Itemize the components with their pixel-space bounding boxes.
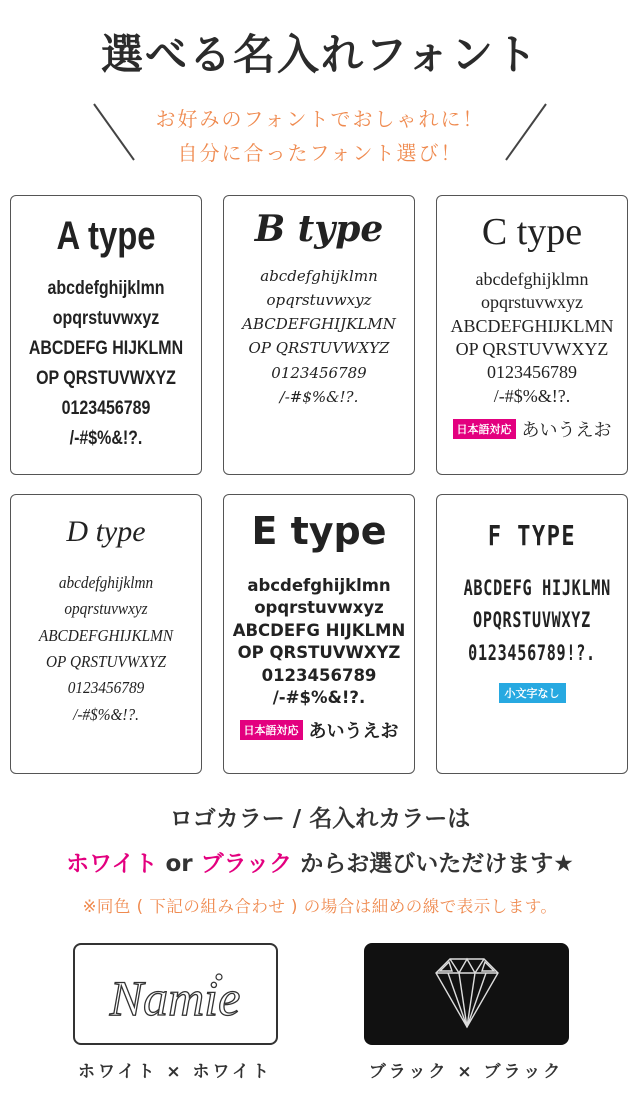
black-option-text: ブラック — [200, 851, 293, 877]
font-type-name: F TYPE — [487, 519, 577, 552]
diamond-icon — [364, 943, 569, 1045]
sample-line: ABCDEFGHIJKLMN — [38, 625, 174, 645]
label-black-black: ブラック × ブラック — [368, 1062, 564, 1082]
sample-line: abcdefghijklmn — [58, 573, 154, 592]
font-card-f — [436, 494, 628, 774]
japanese-sample: あいうえお — [521, 420, 612, 441]
subtitle-line-1: お好みのフォントでおしゃれに！ — [155, 107, 485, 131]
japanese-support-row — [437, 416, 627, 442]
sample-line: ABCDEFG HIJKLMN — [463, 575, 611, 600]
japanese-support-row — [224, 717, 414, 743]
sample-line: /-#$%&!?. — [279, 388, 359, 407]
sample-line: ABCDEFGHIJKLMN — [450, 315, 614, 336]
color-options-line — [0, 845, 640, 878]
sample-line: OPQRSTUVWXYZ — [473, 608, 591, 633]
sample-line: OP QRSTUVWXYZ — [45, 652, 167, 672]
font-card-a — [10, 195, 202, 475]
sample-line: abcdefghijklmn — [47, 278, 165, 299]
sample-line: /-#$%&!?. — [73, 704, 139, 724]
sample-line: opqrstuvwxyz — [254, 598, 384, 618]
sample-line: OP QRSTUVWXYZ — [237, 643, 401, 663]
sample-line: 0123456789 — [487, 362, 577, 383]
script-name-text: Namie — [109, 970, 241, 1026]
sample-line: 0123456789!?. — [468, 640, 596, 665]
sample-line: 0123456789 — [67, 678, 145, 698]
sample-line: ABCDEFG HIJKLMN — [28, 338, 184, 360]
sample-line: OP QRSTUVWXYZ — [248, 339, 390, 358]
label-white-white: ホワイト × ホワイト — [77, 1062, 273, 1082]
sample-line: opqrstuvwxyz — [52, 308, 160, 330]
same-color-note: ※同色 ( 下記の組み合わせ ) の場合は細めの線で表示します。 — [82, 897, 558, 916]
sample-line: 0123456789 — [271, 363, 367, 382]
sample-line: opqrstuvwxyz — [481, 292, 583, 313]
black-on-black-sample — [364, 943, 569, 1045]
subtitle-line-2: 自分に合ったフォント選び！ — [177, 141, 463, 165]
sample-line: opqrstuvwxyz — [266, 290, 372, 309]
color-heading: ロゴカラー / 名入れカラーは — [169, 806, 471, 832]
font-card-c — [436, 195, 628, 475]
sample-line: abcdefghijklmn — [260, 266, 378, 285]
sample-line: /-#$%&!?. — [69, 428, 143, 450]
font-type-name: A type — [56, 214, 156, 258]
white-option-text: ホワイト — [66, 851, 158, 877]
page-title: 選べる名入れフォント — [101, 30, 539, 79]
japanese-support-badge: 日本語対応 — [453, 419, 516, 439]
font-type-name: D type — [66, 515, 146, 548]
sample-line: 0123456789 — [61, 398, 151, 420]
choose-text: からお選びいただけます★ — [292, 851, 574, 877]
subtitle-block — [0, 95, 640, 165]
sample-line: OP QRSTUVWXYZ — [36, 368, 176, 390]
sample-line: ABCDEFGHIJKLMN — [242, 315, 396, 334]
japanese-sample: あいうえお — [308, 721, 399, 743]
japanese-support-badge: 日本語対応 — [240, 720, 303, 740]
name-script-sample — [75, 945, 276, 1043]
white-on-white-sample — [73, 943, 278, 1045]
font-type-name: C type — [481, 211, 583, 253]
font-type-name: B type — [254, 208, 384, 250]
or-text: or — [157, 851, 201, 877]
decorative-slash-right — [504, 100, 548, 164]
sample-line: /-#$%&!?. — [272, 687, 366, 707]
sample-line: opqrstuvwxyz — [64, 599, 148, 619]
font-type-name: E type — [251, 509, 387, 553]
sample-line: 0123456789 — [261, 665, 377, 685]
no-lowercase-badge: 小文字なし — [499, 683, 566, 703]
sample-line: abcdefghijklmn — [475, 268, 589, 289]
sample-line: ABCDEFG HIJKLMN — [232, 620, 406, 640]
font-card-d — [10, 494, 202, 774]
font-card-e — [223, 494, 415, 774]
sample-line: OP QRSTUVWXYZ — [455, 338, 609, 359]
font-card-b — [223, 195, 415, 475]
sample-line: /-#$%&!?. — [493, 385, 571, 406]
sample-line: abcdefghijklmn — [247, 575, 391, 595]
